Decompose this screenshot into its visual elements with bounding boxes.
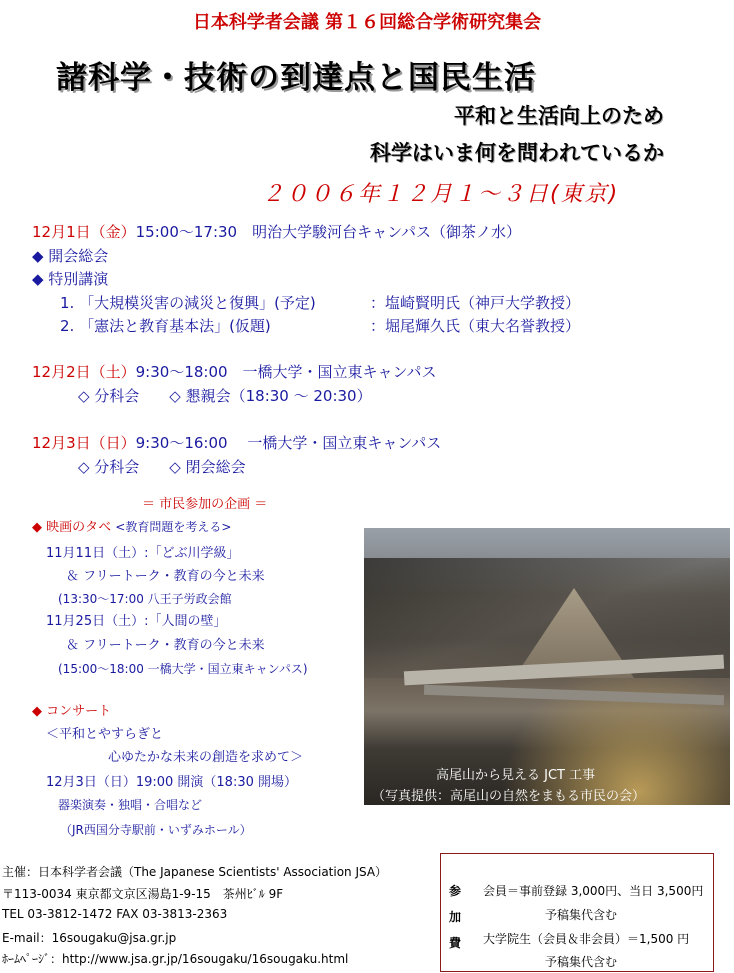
citizen-heading: ＝ 市民参加の企画 ＝ bbox=[142, 497, 268, 512]
concert-theme-1: ＜平和とやすらぎと bbox=[46, 727, 164, 742]
day1-item-lecture: ◆ 特別講演 bbox=[32, 270, 109, 288]
photo-caption-1: 高尾山から見える JCT 工事 bbox=[436, 768, 596, 783]
day3-items: ◇ 分科会 ◇ 閉会総会 bbox=[78, 458, 246, 476]
email[interactable]: E-mail：16sougaku@jsa.gr.jp bbox=[2, 931, 177, 945]
photo-caption-2: （写真提供：高尾山の自然をまもる市民の会） bbox=[372, 789, 646, 804]
film-1-venue: (13:30～17:00 八王子労政会館 bbox=[58, 592, 232, 606]
jct-construction-photo bbox=[364, 528, 730, 805]
fee-label-1: 参 bbox=[449, 884, 462, 898]
film-label: ◆ 映画のタベ bbox=[32, 520, 112, 535]
lecture-1-title: 1. 「大規模災害の減災と復興」(予定) bbox=[60, 294, 316, 312]
film-1-talk: ＆ フリートーク・教育の今と未来 bbox=[66, 569, 265, 584]
day3-time-place: 9:30～16:00 一橋大学・国立東キャンパス bbox=[135, 434, 442, 452]
day2-items: ◇ 分科会 ◇ 懇親会（18:30 ～ 20:30） bbox=[78, 387, 372, 405]
photo-road-shape bbox=[424, 685, 724, 705]
organizer: 主催：日本科学者会議（The Japanese Scientists' Association JSA） bbox=[2, 865, 388, 879]
address: 〒113-0034 東京都文京区湯島1-9-15 茶州ﾋﾞﾙ 9F bbox=[2, 887, 284, 901]
day1-item-opening: ◆ 開会総会 bbox=[32, 247, 109, 265]
fee-box bbox=[440, 853, 714, 972]
fee-student: 大学院生（会員＆非会員）＝1,500 円 bbox=[483, 932, 690, 946]
subtitle-line-2: 科学はいま何を問われているか bbox=[370, 141, 664, 165]
film-1: 11月11日（土）:「どぶ川学級」 bbox=[46, 546, 240, 561]
concert-date: 12月3日（日）19:00 開演（18:30 開場） bbox=[46, 775, 298, 790]
homepage-link[interactable]: ﾎｰﾑﾍﾟｰｼﾞ：http://www.jsa.gr.jp/16sougaku/16sougaku.html bbox=[2, 952, 349, 966]
day2-time-place: 9:30～18:00 一橋大学・国立東キャンパス bbox=[135, 363, 437, 381]
film-row bbox=[32, 516, 231, 535]
day3-date: 12月3日（日） bbox=[32, 434, 136, 452]
film-2-talk: ＆ フリートーク・教育の今と未来 bbox=[66, 638, 265, 653]
fee-member-note: 予稿集代含む bbox=[545, 908, 618, 922]
day2-date: 12月2日（土） bbox=[32, 363, 136, 381]
subtitle-line-1: 平和と生活向上のため bbox=[454, 104, 664, 128]
main-title: 諸科学・技術の到達点と国民生活 bbox=[56, 60, 536, 96]
org-title: 日本科学者会議 第１６回総合学術研究集会 bbox=[192, 12, 542, 33]
day1-time-place: 15:00～17:30 明治大学駿河台キャンパス（御茶ノ水） bbox=[135, 223, 522, 241]
fee-student-note: 予稿集代含む bbox=[545, 955, 618, 969]
fee-label-3: 費 bbox=[449, 936, 462, 950]
film-2: 11月25日（土）:「人間の壁」 bbox=[46, 614, 227, 629]
phone-fax: TEL 03-3812-1472 FAX 03-3813-2363 bbox=[2, 907, 228, 921]
film-theme: <教育問題を考える> bbox=[115, 520, 232, 534]
film-2-venue: (15:00～18:00 一橋大学・国立東キャンパス) bbox=[58, 662, 308, 676]
day3-row bbox=[32, 432, 441, 453]
fee-member: 会員＝事前登録 3,000円、当日 3,500円 bbox=[483, 884, 704, 898]
day1-date: 12月1日（金） bbox=[32, 223, 136, 241]
lecture-2-title: 2. 「憲法と教育基本法」(仮題) bbox=[60, 317, 271, 335]
concert-program: 器楽演奏・独唱・合唱など bbox=[58, 798, 203, 812]
event-date-range: ２００６年１２月１～３日(東京) bbox=[262, 182, 620, 207]
concert-label: ◆ コンサート bbox=[32, 704, 112, 719]
fee-label-2: 加 bbox=[449, 910, 462, 924]
day2-row bbox=[32, 361, 437, 382]
day1-row bbox=[32, 221, 521, 242]
concert-venue: （JR西国分寺駅前・いずみホール） bbox=[60, 823, 252, 837]
concert-theme-2: 心ゆたかな未来の創造を求めて＞ bbox=[108, 750, 304, 765]
lecture-2-speaker: ：堀尾輝久氏（東大名誉教授） bbox=[370, 317, 581, 335]
lecture-1-speaker: ：塩崎賢明氏（神戸大学教授） bbox=[370, 294, 581, 312]
